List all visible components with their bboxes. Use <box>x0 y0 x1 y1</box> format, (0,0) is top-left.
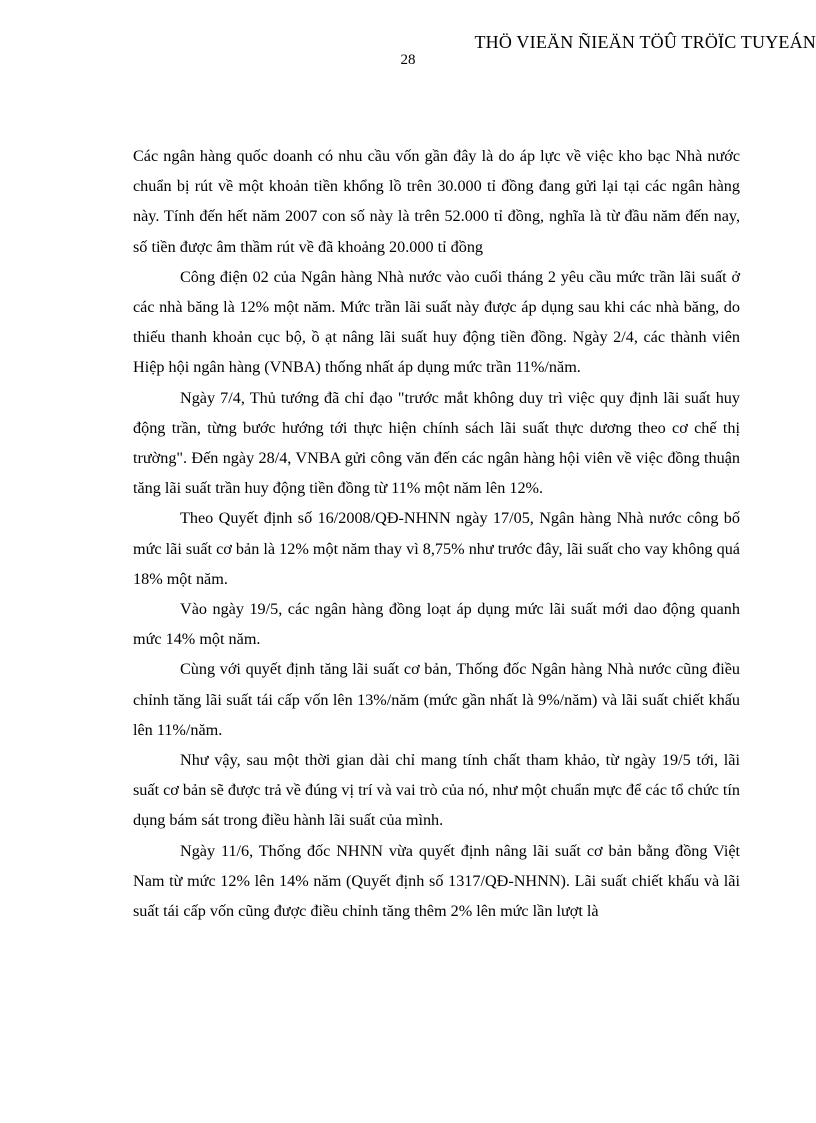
library-banner: THÖ VIEÄN ÑIEÄN TÖÛ TRÖÏC TUYEÁN <box>474 32 816 52</box>
document-body <box>133 141 740 926</box>
paragraph-3: Ngày 7/4, Thủ tướng đã chỉ đạo "trước mắt không duy trì việc quy định lãi suất huy động trần, từng bước hướng tới thực hiện chính sách lãi suất thực dương theo cơ chế thị trường". Đến ngày 28/4, VNBA gửi công văn đến các ngân hàng hội viên về việc đồng thuận tăng lãi suất trần huy động tiền đồng từ 11% một năm lên 12%. <box>133 388 740 498</box>
paragraph-6: Cùng với quyết định tăng lãi suất cơ bản, Thống đốc Ngân hàng Nhà nước cũng điều chỉnh tăng lãi suất tái cấp vốn lên 13%/năm (mức gần nhất là 9%/năm) và lãi suất chiết khấu lên 11%/năm. <box>133 660 740 739</box>
page-number: 28 <box>400 52 416 68</box>
paragraph-7: Như vậy, sau một thời gian dài chỉ mang tính chất tham khảo, từ ngày 19/5 tới, lãi suất cơ bản sẽ được trả về đúng vị trí và vai trò của nó, như một chuẩn mực để các tổ chức tín dụng bám sát trong điều hành lãi suất của mình. <box>133 751 740 830</box>
paragraph-2: Công điện 02 của Ngân hàng Nhà nước vào cuối tháng 2 yêu cầu mức trần lãi suất ở các nhà băng là 12% một năm. Mức trần lãi suất này được áp dụng sau khi các nhà băng, do thiếu thanh khoản cục bộ, ồ ạt nâng lãi suất huy động tiền đồng. Ngày 2/4, các thành viên Hiệp hội ngân hàng (VNBA) thống nhất áp dụng mức trần 11%/năm. <box>133 267 740 377</box>
paragraph-5: Vào ngày 19/5, các ngân hàng đồng loạt áp dụng mức lãi suất mới dao động quanh mức 14% một năm. <box>133 600 740 649</box>
paragraph-4: Theo Quyết định số 16/2008/QĐ-NHNN ngày 17/05, Ngân hàng Nhà nước công bố mức lãi suất cơ bản là 12% một năm thay vì 8,75% như trước đây, lãi suất cho vay không quá 18% một năm. <box>133 509 740 588</box>
paragraph-1: Các ngân hàng quốc doanh có nhu cầu vốn gần đây là do áp lực về việc kho bạc Nhà nước chuẩn bị rút về một khoản tiền khổng lồ trên 30.000 tỉ đồng đang gửi lại tại các ngân hàng này. Tính đến hết năm 2007 con số này là trên 52.000 tỉ đồng, nghĩa là từ đầu năm đến nay, số tiền được âm thầm rút về đã khoảng 20.000 tỉ đồng <box>133 147 740 256</box>
paragraph-8: Ngày 11/6, Thống đốc NHNN vừa quyết định nâng lãi suất cơ bản bằng đồng Việt Nam từ mức 12% lên 14% năm (Quyết định số 1317/QĐ-NHNN). Lãi suất chiết khấu và lãi suất tái cấp vốn cũng được điều chỉnh tăng thêm 2% lên mức lần lượt là <box>133 841 740 921</box>
